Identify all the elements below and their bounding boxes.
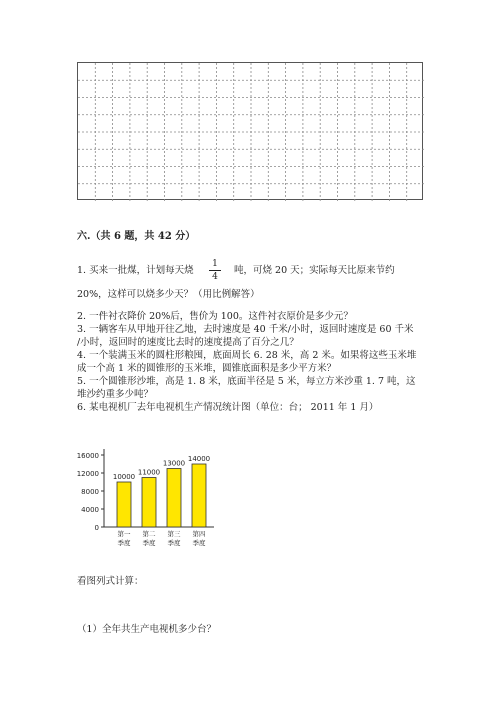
q6-text: 6. 某电视机厂去年电视机生产情况统计图（单位：台； 2011 年 1 月） — [77, 402, 379, 413]
y-tick-label: 12000 — [76, 470, 99, 478]
section-header: 六.（共 6 题，共 42 分） — [77, 231, 196, 242]
q3-line1: 3. 一辆客车从甲地开往乙地，去时速度是 40 千米/小时，返回时速度是 60 千米 — [77, 324, 414, 335]
bar-data-label: 14000 — [187, 455, 211, 463]
q4-line1: 4. 一个装满玉米的圆柱形粮囤，底面周长 6. 28 米，高 2 米。如果将这些玉米堆 — [77, 350, 417, 361]
category-label: 季度 — [167, 539, 181, 547]
q1-part-b: 吨，可烧 20 天；实际每天比原来节约 — [234, 265, 395, 276]
fraction-denominator: 4 — [212, 272, 218, 282]
y-tick-label: 8000 — [81, 488, 99, 496]
y-tick-label: 4000 — [81, 506, 99, 514]
chart-svg — [70, 420, 250, 560]
q1-line2: 20%，这样可以烧多少天？（用比例解答） — [77, 289, 260, 300]
q1-part-a: 1. 买来一批煤，计划每天烧 — [77, 265, 194, 276]
y-tick-label: 16000 — [76, 452, 99, 460]
q3-line2: /小时，返回时的速度比去时的速度提高了百分之几？ — [77, 337, 299, 348]
production-bar-chart — [70, 420, 250, 560]
calc-prompt: 看图列式计算： — [77, 576, 144, 587]
writing-grid — [77, 62, 423, 200]
bar-data-label: 13000 — [162, 459, 186, 468]
category-label: 第四 — [192, 530, 206, 538]
bar — [117, 482, 131, 527]
q5-line2: 堆沙约重多少吨？ — [77, 389, 154, 400]
category-label: 季度 — [117, 539, 131, 547]
fraction-numerator: 1 — [212, 259, 218, 269]
q4-line2: 成一个高 1 米的圆锥形的玉米堆，圆锥底面积是多少平方米？ — [77, 363, 337, 374]
bar — [167, 469, 181, 528]
category-label: 第三 — [167, 530, 181, 538]
bar-data-label: 11000 — [137, 468, 161, 477]
grid-lines — [78, 63, 424, 201]
q5-line1: 5. 一个圆锥形沙堆，高是 1. 8 米，底面半径是 5 米，每立方米沙重 1. 7 吨，这 — [77, 376, 416, 387]
sub-question-1: （1）全年共生产电视机多少台？ — [77, 624, 217, 635]
y-tick-label: 0 — [94, 524, 99, 532]
bar — [142, 478, 156, 528]
q2-text: 2. 一件衬衣降价 20%后，售价为 100。这件衬衣原价是多少元？ — [77, 311, 353, 322]
category-label: 季度 — [142, 539, 156, 547]
fraction — [209, 259, 221, 282]
bar-data-label: 10000 — [112, 473, 136, 481]
category-label: 第一 — [117, 530, 131, 538]
category-label: 第二 — [142, 530, 156, 538]
category-label: 季度 — [192, 539, 206, 547]
fraction-bar — [209, 270, 221, 271]
bar — [192, 464, 206, 527]
